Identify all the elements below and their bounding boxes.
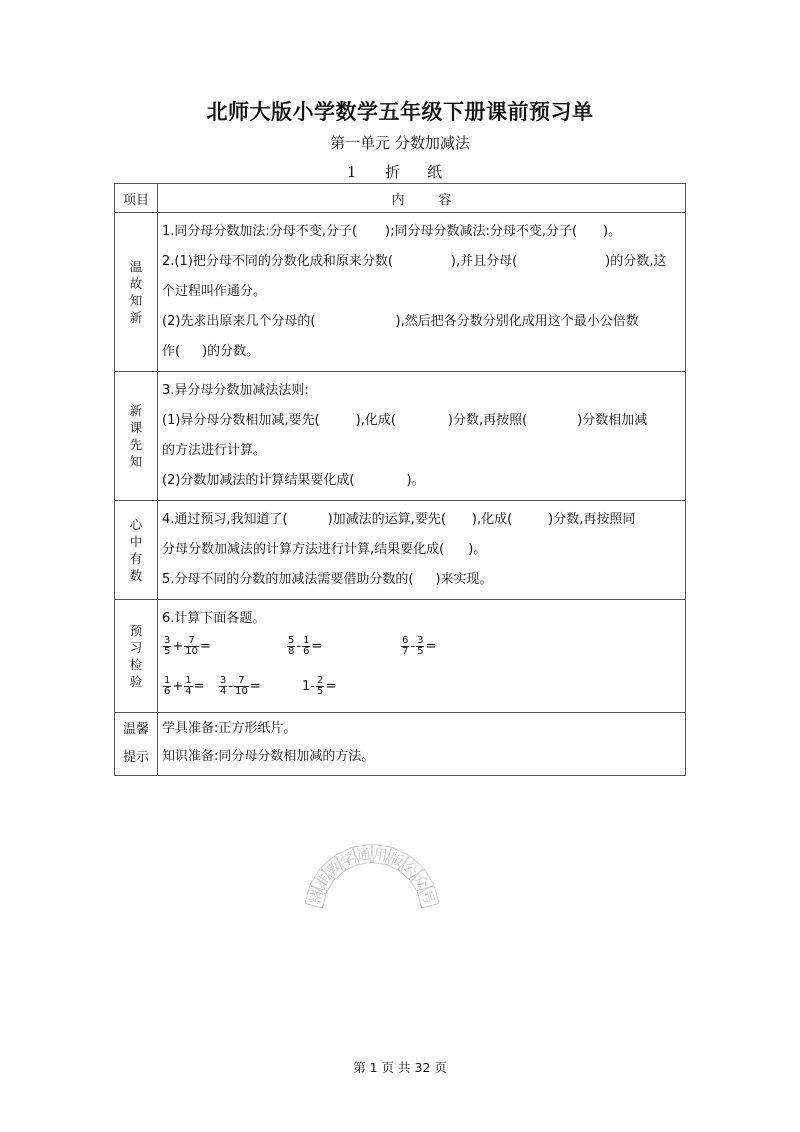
check-content [158, 600, 686, 713]
review-q3: (2)先求出原来几个分母的( ),然后把各分数分别化成用这个最小公倍数 [162, 314, 639, 329]
svg-text:学: 学 [338, 850, 358, 871]
page-footer: 第 1 页 共 32 页 [353, 1060, 447, 1075]
problem-4: $\frac{1}{6}$ + $\frac{1}{4}$ = [164, 675, 205, 697]
lesson-heading [0, 161, 800, 182]
svg-text:号: 号 [417, 888, 437, 907]
problem-5: $\frac{3}{4}$ - $\frac{7}{10}$ = [220, 675, 261, 697]
check-q1: 6.计算下面各题。 [162, 611, 266, 626]
watermark-seal [298, 838, 446, 986]
svg-text:准: 准 [312, 871, 334, 893]
new-q1: 3.异分母分数加减法法则: [162, 383, 309, 398]
tips-line-2: 知识准备:同分母分数相加减的方法。 [162, 749, 375, 764]
review-q3-cont: 作( )的分数。 [162, 344, 260, 359]
problem-1: $\frac{3}{5}$ + $\frac{7}{10}$ = [164, 635, 211, 657]
row-check [115, 600, 686, 713]
row-review [115, 213, 686, 372]
fraction: $\frac{1}{6}$ [164, 675, 171, 697]
tips-content [158, 713, 686, 776]
review-q1: 1.同分母分数加法:分母不变,分子( );同分母分数减法:分母不变,分子( )。 [162, 224, 622, 239]
fraction: $\frac{1}{6}$ [303, 635, 310, 657]
new-q2-cont: 的方法进行计算。 [162, 443, 267, 458]
svg-text:公: 公 [399, 858, 421, 881]
fraction: $\frac{5}{8}$ [288, 635, 295, 657]
new-q3: (2)分数加减法的计算结果要化成( )。 [162, 473, 425, 488]
review-q2-cont: 个过程叫作通分。 [162, 284, 267, 299]
preview-table [114, 183, 686, 776]
tips-category [115, 713, 158, 776]
new-content [158, 372, 686, 501]
unit-subtitle: 第一单元 分数加减法 [330, 134, 470, 152]
row-new [115, 372, 686, 501]
fraction: $\frac{6}{7}$ [402, 635, 409, 657]
header-content-char-2: 容 [438, 192, 452, 208]
svg-text:用: 用 [372, 846, 389, 865]
tips-label-2: 提示 [122, 750, 149, 765]
mind-q2: 5.分母不同的分数的加减法需要借助分数的( )来实现。 [162, 572, 493, 587]
review-label: 温故知新 [129, 259, 143, 325]
header-item-cell [115, 184, 158, 213]
problem-3: $\frac{6}{7}$ - $\frac{3}{5}$ = [402, 635, 437, 657]
mind-content [158, 501, 686, 600]
mind-q1: 4.通过预习,我知道了( )加减法的运算,要先( ),化成( )分数,再按照同 [162, 512, 636, 527]
fraction: $\frac{7}{10}$ [185, 635, 199, 657]
header-content-cell [158, 184, 686, 213]
review-category [115, 213, 158, 372]
svg-text:众: 众 [410, 871, 432, 893]
mind-category [115, 501, 158, 600]
problem-6: 1- $\frac{2}{5}$ = [302, 675, 337, 697]
fraction: $\frac{2}{5}$ [316, 675, 324, 697]
lesson-title-char-1: 折 [385, 163, 402, 181]
lesson-title-char-2: 纸 [427, 163, 444, 181]
svg-text:版: 版 [386, 850, 406, 871]
fraction: $\frac{1}{4}$ [185, 675, 192, 697]
problem-2: $\frac{5}{8}$ - $\frac{1}{6}$ = [288, 635, 323, 657]
lesson-number: 1 [346, 163, 358, 181]
header-content-char-1: 内 [391, 192, 405, 208]
review-content [158, 213, 686, 372]
row-mind [115, 501, 686, 600]
svg-text:通: 通 [355, 846, 372, 865]
new-q2: (1)异分母分数相加减,要先( ),化成( )分数,再按照( )分数相加减 [162, 413, 648, 428]
check-label: 预习检验 [129, 623, 143, 689]
review-q2: 2.(1)把分母不同的分数化成和原来分数( ),并且分母( )的分数,这 [162, 254, 667, 269]
mind-q1-cont: 分母分数加减法的计算方法进行计算,结果要化成( )。 [162, 542, 487, 557]
fraction: $\frac{7}{10}$ [235, 675, 248, 697]
check-category [115, 600, 158, 713]
new-label: 新课先知 [129, 403, 143, 469]
tips-label-1: 温馨 [122, 722, 149, 737]
svg-text:教: 教 [323, 858, 345, 881]
watermark-char [353, 844, 373, 864]
fraction: $\frac{3}{5}$ [417, 635, 424, 657]
mind-label: 心中有数 [129, 517, 143, 583]
new-category [115, 372, 158, 501]
fraction: $\frac{3}{4}$ [220, 675, 227, 697]
svg-text:精: 精 [307, 888, 327, 907]
tips-line-1: 学具准备:正方形纸片。 [162, 721, 297, 736]
page-title: 北师大版小学数学五年级下册课前预习单 [206, 100, 594, 124]
fraction: $\frac{3}{5}$ [164, 635, 171, 657]
row-tips [115, 713, 686, 776]
header-item-label: 项目 [122, 192, 149, 208]
